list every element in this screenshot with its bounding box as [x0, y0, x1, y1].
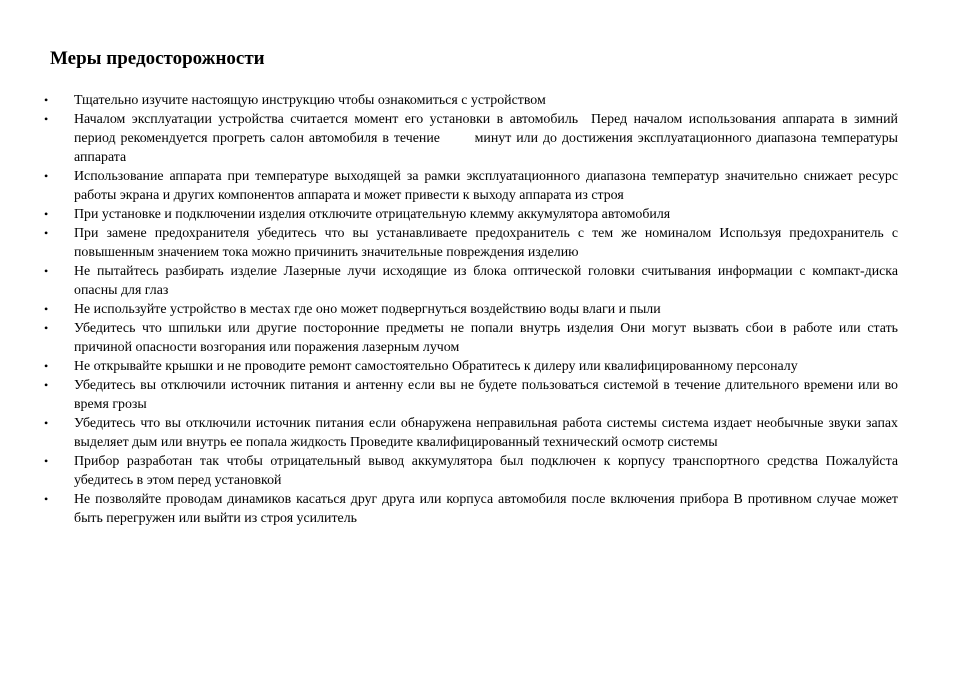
- list-item: [0, 167, 898, 205]
- list-item-text: Убедитесь что вы отключили источник питания если обнаружена неправильная работа системы система издает необычные звуки запах выделяет дым или внутрь ее попала жидкость Проведите квалифицированный технический осмотр системы: [74, 416, 898, 450]
- bullet-icon: •: [44, 302, 49, 316]
- list-item: [0, 205, 898, 224]
- page-title: Меры предосторожности: [50, 48, 265, 69]
- list-item: [0, 452, 898, 490]
- list-item-text: Прибор разработан так чтобы отрицательный вывод аккумулятора был подключен к корпусу транспортного средства Пожалуйста убедитесь в этом перед установкой: [74, 454, 898, 488]
- precautions-list: [0, 91, 954, 528]
- list-item: [0, 262, 898, 300]
- list-item-text: Началом эксплуатации устройства считается момент его установки в автомобиль Перед началом использования аппарата в зимний период рекомендуется прогреть салон автомобиля в течение минут или до достижения эксплуатационного диапазона температуры аппарата: [74, 112, 902, 165]
- bullet-icon: •: [44, 416, 49, 430]
- list-item: [0, 490, 898, 528]
- list-item-text: При установке и подключении изделия отключите отрицательную клемму аккумулятора автомобиля: [74, 207, 671, 222]
- list-item: [0, 319, 898, 357]
- list-item-text: Не открывайте крышки и не проводите ремонт самостоятельно Обратитесь к дилеру или квалифицированному персоналу: [74, 359, 798, 374]
- list-item: [0, 300, 898, 319]
- list-item-text: Не используйте устройство в местах где оно может подвергнуться воздействию воды влаги и пыли: [74, 302, 661, 317]
- list-item-text: Убедитесь что шпильки или другие посторонние предметы не попали внутрь изделия Они могут вызвать сбои в работе или стать причиной опасности возгорания или поражения лазерным лучом: [74, 321, 898, 355]
- bullet-icon: •: [44, 454, 49, 468]
- list-item: [0, 357, 898, 376]
- bullet-icon: •: [44, 378, 49, 392]
- list-item-text: Не позволяйте проводам динамиков касаться друг друга или корпуса автомобиля после включения прибора В противном случае может быть перегружен или выйти из строя усилитель: [74, 492, 898, 526]
- bullet-icon: •: [44, 321, 49, 335]
- list-item-text: При замене предохранителя убедитесь что вы устанавливаете предохранитель с тем же номиналом Используя предохранитель с повышенным значением тока можно причинить значительные повреждения изделию: [74, 226, 898, 260]
- bullet-icon: •: [44, 359, 49, 373]
- bullet-icon: •: [44, 226, 49, 240]
- list-item: [0, 224, 898, 262]
- bullet-icon: •: [44, 93, 49, 107]
- list-item-text: Использование аппарата при температуре выходящей за рамки эксплуатационного диапазона температур значительно снижает ресурс работы экрана и других компонентов аппарата и может привести к выходу аппарата из строя: [74, 169, 898, 203]
- bullet-icon: •: [44, 112, 49, 126]
- list-item: [0, 376, 898, 414]
- list-item: [0, 91, 898, 110]
- list-item: [0, 414, 898, 452]
- list-item-text: Не пытайтесь разбирать изделие Лазерные лучи исходящие из блока оптической головки считывания информации с компакт-диска опасны для глаз: [74, 264, 898, 298]
- list-item: [0, 110, 902, 167]
- bullet-icon: •: [44, 492, 49, 506]
- bullet-icon: •: [44, 207, 49, 221]
- list-item-text: Тщательно изучите настоящую инструкцию чтобы ознакомиться с устройством: [74, 93, 546, 108]
- bullet-icon: •: [44, 169, 49, 183]
- list-item-text: Убедитесь вы отключили источник питания и антенну если вы не будете пользоваться системой в течение длительного времени или во время грозы: [74, 378, 898, 412]
- bullet-icon: •: [44, 264, 49, 278]
